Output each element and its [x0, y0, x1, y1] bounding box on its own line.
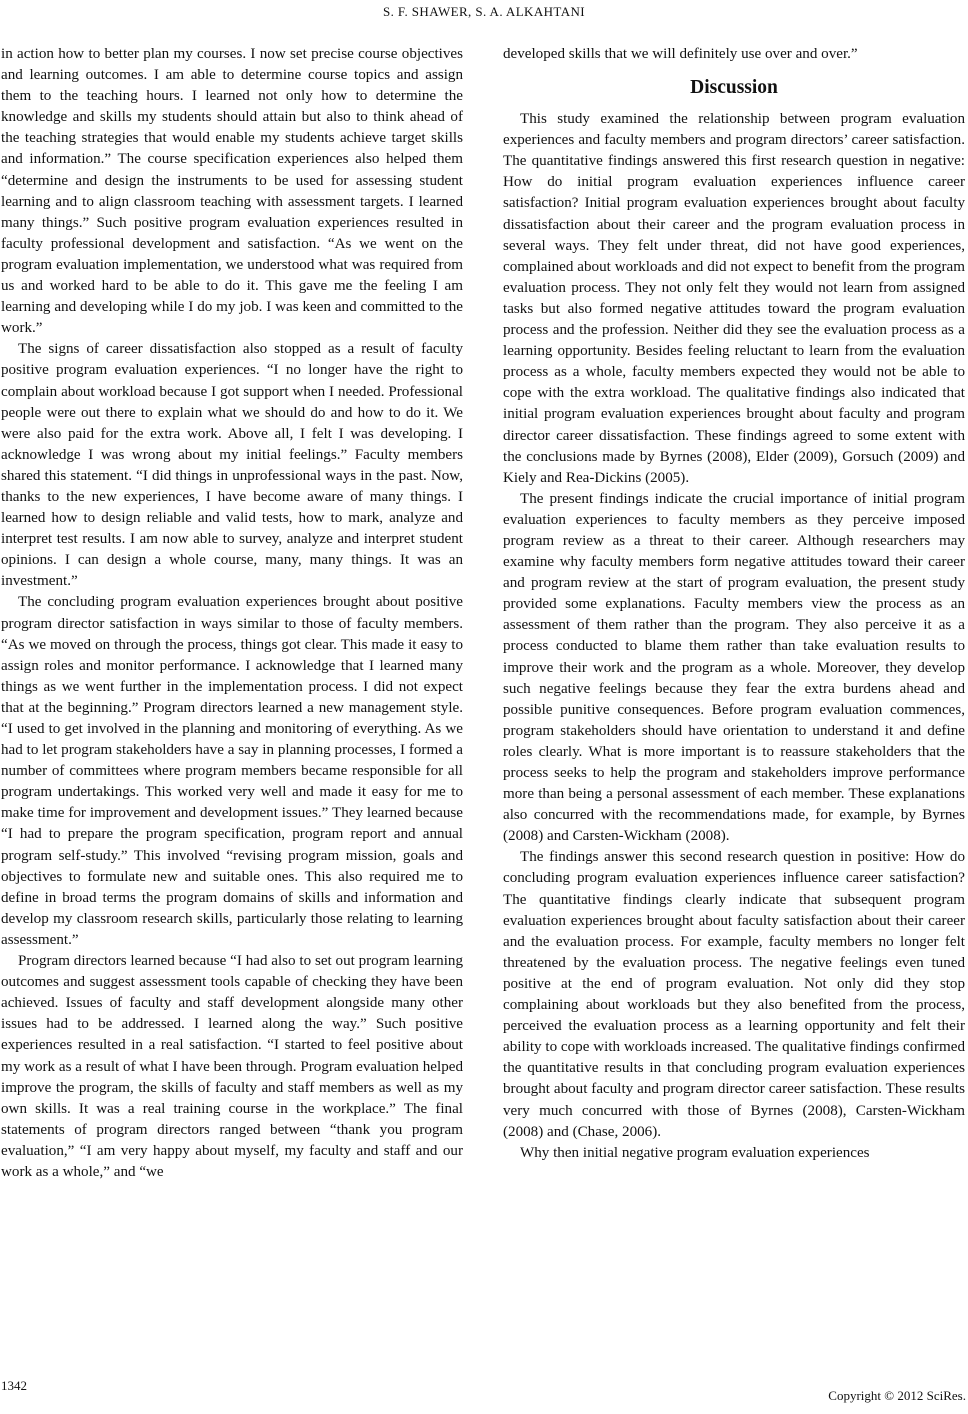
- paragraph: in action how to better plan my courses. I now set precise course objectives and learning outcomes. I am able to determine course topics and assign them to the teaching hours. I learned not only how to determine the knowledge and skills my students should attain but also to think ahead of the teaching strategies that would enable my students achieve target skills and information.” The course specification experiences also helped them “determine and design the instruments to be used for assessing student learning and to align classroom teaching with assessment targets. I learned many things.” Such positive program evaluation experiences resulted in faculty professional development and satisfaction. “As we went on the program evaluation implementation, we understood what was required from us and worked hard to be able to do it. This gave me the feeling I am learning and developing while I do my job. I was keen and committed to the work.”: [1, 46, 463, 337]
- paragraph: The signs of career dissatisfaction also stopped as a result of faculty positive program evaluation experiences. “I no longer have the right to complain about workload because I got support when I needed. Professional people were out there to explain what we should do and how to do it. We were also paid for the extra work. Above all, I felt I was developing. I acknowledge I was wrong about my initial feelings.” Faculty members shared this statement. “I did things in unprofessional ways in the past. Now, thanks to the new experiences, I have become aware of many things. I learned how to design reliable and valid tests, how to mark, analyze and interpret test results. I am now able to survey, analyze and interpret student opinions. I can design a whole course, many, many things. It was an investment.”: [1, 341, 463, 590]
- left-column: [1, 44, 463, 1183]
- right-column: [503, 44, 965, 1164]
- paragraph: The present findings indicate the crucial importance of initial program evaluation experiences to faculty members as they perceive imposed program review as a threat to their career. Although researchers may examine why faculty members form negative attitudes toward their career and program review at the start of program evaluation, the present study provided some explanations. Faculty members view the process as an assessment of them rather than the program. They also perceive it as a process conducted to blame them rather than take evaluation results to improve their work and the program as a whole. Moreover, they develop such negative feelings because they fear the extra burdens ahead and possible punitive consequences. Before program evaluation commences, program stakeholders should have orientation to understand it and define roles clearly. What is more important is to reassure stakeholders that the process seeks to help the program and stakeholders improve performance more than being a personal assessment of each member. These explanations also concurred with the recommendations made, for example, by Byrnes (2008) and Carsten-Wickham (2008).: [503, 490, 965, 845]
- copyright-notice: Copyright © 2012 SciRes.: [828, 1388, 966, 1403]
- paragraph: The findings answer this second research question in positive: How do concluding program evaluation experiences influence career satisfaction? The quantitative findings clearly indicate that subsequent program evaluation experiences brought about faculty satisfaction about their career and the evaluation process. For example, faculty members no longer felt threatened by the evaluation process. The negative feelings even tuned positive at the end of program evaluation. Not only did they stop complaining about workloads but they also benefited from the process, perceived the evaluation process as a learning opportunity and felt their ability to cope with workloads increased. The qualitative findings confirmed the quantitative results in that concluding program evaluation experiences brought about faculty and program director career satisfaction. These results very much concurred with those of Byrnes (2008), Carsten-Wickham (2008) and (Chase, 2006).: [503, 849, 965, 1140]
- paragraph: The concluding program evaluation experiences brought about positive program director satisfaction in ways similar to those of faculty members. “As we moved on through the process, things got clear. This made it easy to assign roles and monitor performance. I acknowledge that I learned many things as we went further in the implementation process. I did not expect that at the beginning.” Program directors learned a new management style. “I used to get involved in the planning and monitoring of everything. As we had to let program stakeholders have a say in planning processes, I formed a number of committees where program members became responsible for all program undertakings. This worked very well and made it easy for me to make time for improvement and development issues.” They learned because “I had to prepare the program specification, program report and annual program self-study.” This involved “revising program mission, goals and objectives to formulate new and suitable ones. This also required me to define in broad terms the program domains of skills and information and develop my classroom research skills, particularly those relating to learning assessment.”: [1, 594, 463, 948]
- page-number: 1342: [1, 1378, 27, 1393]
- paragraph: This study examined the relationship between program evaluation experiences and faculty members and program directors’ career satisfaction. The quantitative findings answered this first research question in negative: How do initial program evaluation experiences influence career satisfaction? Initial program evaluation experiences brought about faculty dissatisfaction about their career and the program evaluation process in several ways. They felt under threat, did not have good experiences, complained about workloads and did not expect to benefit from the program evaluation process. They not only felt they would not learn from assigned tasks but also formed negative attitudes toward the program evaluation process and the profession. Neither did they see the evaluation process as a learning opportunity. Besides feeling reluctant to learn from the evaluation process as a whole, faculty members expected they would not be able to cope with the extra workload. The qualitative findings also indicated that initial program evaluation experiences brought about faculty and program director career dissatisfaction. These findings agreed to some extent with the conclusions made by Byrnes (2008), Elder (2009), Gorsuch (2009) and Kiely and Rea-Dickins (2005).: [503, 111, 965, 486]
- section-heading: Discussion: [690, 77, 778, 99]
- paragraph: developed skills that we will definitely use over and over.”: [503, 46, 858, 62]
- running-header: S. F. SHAWER, S. A. ALKAHTANI: [382, 4, 586, 19]
- paragraph: Program directors learned because “I had also to set out program learning outcomes and suggest assessment tools capable of checking they have been achieved. Issues of faculty and staff development alongside many other issues had to be addressed. I learned along the way.” Such positive experiences resulted in a real satisfaction. “I started to feel positive about my work as a result of what I have been through. Program evaluation helped improve the program, the skills of faculty and staff members as well as my own skills. It was a real training course in the workplace.” The final statements of program directors ranged between “thank you program evaluation,” “I am very happy about myself, my faculty and staff and our work as a whole,” and “we: [1, 953, 463, 1180]
- paragraph: Why then initial negative program evaluation experiences: [520, 1144, 870, 1161]
